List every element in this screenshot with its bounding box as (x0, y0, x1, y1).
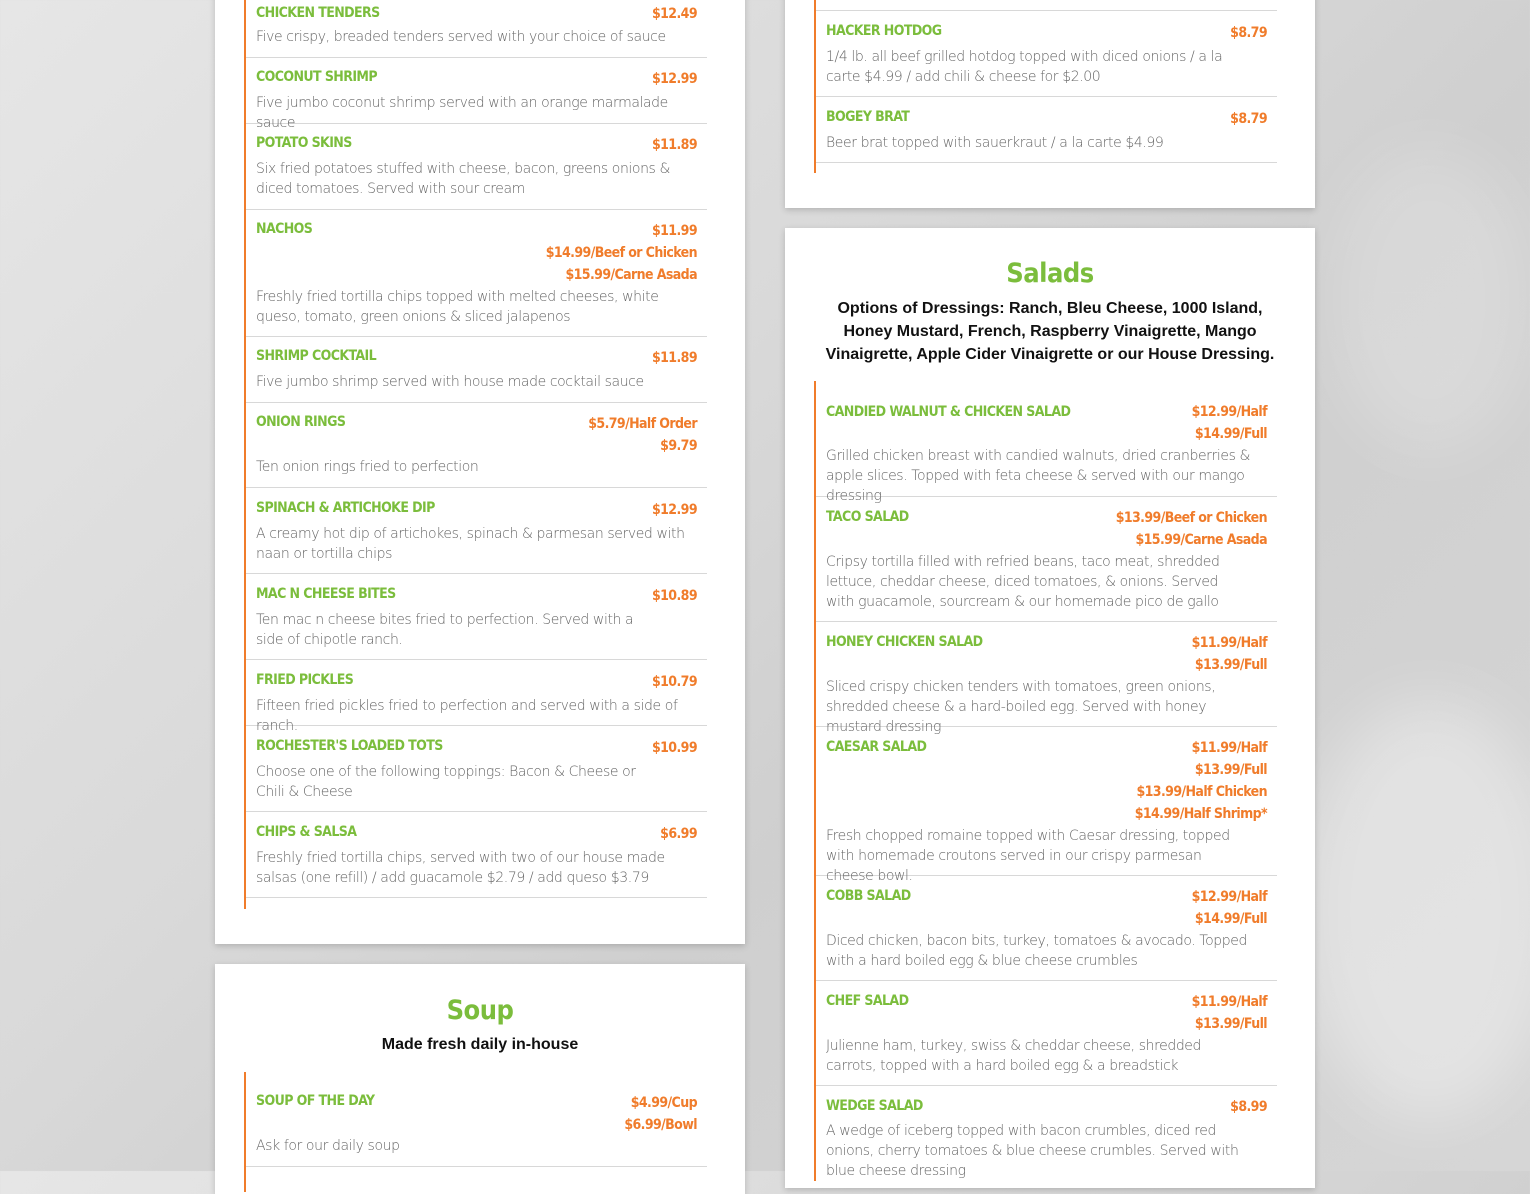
item-name: HACKER HOTDOG (826, 23, 942, 39)
soup-list (244, 1072, 707, 1192)
item-description: A creamy hot dip of artichokes, spinach & parmesan served with naan or tortilla chips (256, 526, 685, 562)
item-name: SPINACH & ARTICHOKE DIP (256, 500, 435, 516)
menu-item (816, 1086, 1277, 1186)
item-name: POTATO SKINS (256, 135, 352, 151)
item-price: $8.99 (1230, 1099, 1267, 1115)
appetizers-list (244, 0, 707, 909)
item-name: WEDGE SALAD (826, 1098, 923, 1114)
item-description: A wedge of iceberg topped with bacon crumbles, diced red onions, cherry tomatoes & blue cheese crumbles. Served with blue cheese dressing (826, 1123, 1239, 1179)
item-price: $10.79 (651, 674, 697, 690)
item-price: $11.89 (651, 137, 697, 153)
item-prices (652, 3, 697, 25)
item-prices (1192, 991, 1267, 1035)
item-price: $12.99 (651, 71, 697, 87)
item-price: $13.99/Beef or Chicken (1115, 510, 1267, 526)
item-name: FRIED PICKLES (256, 672, 354, 688)
menu-item (246, 726, 707, 812)
item-price: $6.99 (660, 826, 697, 842)
menu-item (246, 403, 707, 488)
menu-item (816, 876, 1277, 981)
item-description: Fresh chopped romaine topped with Caesar dressing, topped with homemade croutons served in our crispy parmesan cheese bowl. (826, 828, 1230, 884)
item-name: HONEY CHICKEN SALAD (826, 634, 983, 650)
item-prices (652, 134, 697, 156)
item-description: Freshly fried tortilla chips, served with two of our house made salsas (one refill) / add guacamole $2.79 / add queso $3.79 (256, 850, 665, 886)
menu-item (816, 97, 1277, 163)
item-description: Ten mac n cheese bites fried to perfection. Served with a side of chipotle ranch. (256, 612, 634, 648)
item-price: $10.99 (651, 740, 697, 756)
item-description: Freshly fried tortilla chips topped with melted cheeses, white queso, tomato, green onions & sliced jalapenos (256, 289, 659, 325)
item-price: $8.79 (1230, 25, 1267, 41)
item-price: $14.99/Full (1194, 426, 1267, 442)
hotdogs-list (814, 0, 1277, 173)
item-description: Cripsy tortilla filled with refried beans, taco meat, shredded lettuce, cheddar cheese, diced tomatoes, & onions. Served with guacamole, sourcream & our homemade pico de gallo (826, 554, 1220, 610)
item-prices (1230, 1096, 1267, 1118)
item-prices (1135, 737, 1267, 825)
item-description: Sliced crispy chicken tenders with tomatoes, green onions, shredded cheese & a hard-boiled egg. Served with honey mustard dressing (826, 679, 1216, 735)
item-price: $11.99/Half (1191, 994, 1267, 1010)
section-subtitle: Made fresh daily in-house (381, 1036, 579, 1053)
item-prices (652, 499, 697, 521)
hotdogs-card (785, 0, 1315, 208)
item-price: $14.99/Full (1194, 911, 1267, 927)
menu-item (246, 337, 707, 403)
item-prices (1116, 507, 1267, 551)
item-prices (652, 671, 697, 693)
item-prices (1192, 886, 1267, 930)
item-name: CANDIED WALNUT & CHICKEN SALAD (826, 404, 1071, 420)
item-price: $11.89 (651, 350, 697, 366)
item-price: $13.99/Half Chicken (1136, 784, 1267, 800)
menu-item (816, 11, 1277, 97)
item-description: 1/4 lb. all beef grilled hotdog topped with diced onions / a la carte $4.99 / add chili & cheese for $2.00 (826, 49, 1223, 85)
item-price: $13.99/Full (1194, 657, 1267, 673)
item-prices (588, 413, 697, 457)
item-name: COCONUT SHRIMP (256, 69, 377, 85)
item-description: Ten onion rings fried to perfection (256, 459, 479, 475)
item-prices (1230, 22, 1267, 44)
menu-item (246, 660, 707, 734)
item-name: CHIPS & SALSA (256, 824, 357, 840)
item-price: $6.99/Bowl (624, 1117, 697, 1133)
item-name: COBB SALAD (826, 888, 911, 904)
item-prices (660, 823, 697, 845)
item-price: $14.99/Beef or Chicken (545, 245, 697, 261)
item-price: $15.99/Carne Asada (1135, 532, 1267, 548)
item-prices (624, 1092, 697, 1136)
item-prices (1192, 401, 1267, 445)
menu-item (246, 574, 707, 660)
item-description: Six fried potatoes stuffed with cheese, bacon, greens onions & diced tomatoes. Served with sour cream (256, 161, 671, 197)
menu-item (816, 0, 1277, 11)
item-name: SOUP OF THE DAY (256, 1093, 375, 1109)
item-prices (1192, 632, 1267, 676)
item-price: $14.99/Half Shrimp* (1134, 806, 1267, 822)
background-glow (1330, 150, 1530, 450)
item-prices (652, 68, 697, 90)
item-price: $13.99/Full (1194, 762, 1267, 778)
item-price: $11.99/Half (1191, 635, 1267, 651)
menu-item (246, 210, 707, 337)
section-subtitle: Options of Dressings: Ranch, Bleu Cheese, 1000 Island, Honey Mustard, French, Raspberry Vinaigrette, Mango Vinaigrette, Apple Cider Vinaigrette or our House Dressing. (825, 300, 1275, 363)
item-name: CAESAR SALAD (826, 739, 927, 755)
item-name: ROCHESTER'S LOADED TOTS (256, 738, 443, 754)
item-prices (1230, 108, 1267, 130)
item-prices (652, 737, 697, 759)
menu-item (816, 727, 1277, 884)
item-price: $13.99/Full (1194, 1016, 1267, 1032)
item-name: ONION RINGS (256, 414, 346, 430)
item-price: $9.79 (660, 438, 697, 454)
menu-item (816, 497, 1277, 622)
item-prices (652, 347, 697, 369)
item-description: Diced chicken, bacon bits, turkey, tomatoes & avocado. Topped with a hard boiled egg & blue cheese crumbles (826, 933, 1247, 969)
item-price: $11.99/Half (1191, 740, 1267, 756)
item-price: $10.89 (651, 588, 697, 604)
menu-item (246, 488, 707, 574)
menu-item (816, 622, 1277, 735)
item-name: SHRIMP COCKTAIL (256, 348, 377, 364)
item-price: $8.79 (1230, 111, 1267, 127)
item-name: MAC N CHEESE BITES (256, 586, 396, 602)
item-price: $12.99/Half (1191, 404, 1267, 420)
item-price: $12.49 (651, 6, 697, 22)
item-description: Fifteen fried pickles fried to perfection and served with a side of ranch. (256, 698, 678, 734)
soup-card (215, 964, 745, 1194)
item-name: BOGEY BRAT (826, 109, 910, 125)
menu-item (246, 58, 707, 131)
appetizers-card (215, 0, 745, 944)
background-glow (1300, 700, 1530, 1120)
item-description: Beer brat topped with sauerkraut / a la carte $4.99 (826, 135, 1164, 151)
menu-item (246, 124, 707, 210)
item-name: CHEF SALAD (826, 993, 909, 1009)
item-name: CHICKEN TENDERS (256, 5, 380, 21)
item-description: Five crispy, breaded tenders served with your choice of sauce (256, 29, 666, 45)
item-description: Five jumbo shrimp served with house made cocktail sauce (256, 374, 644, 390)
item-description: Ask for our daily soup (256, 1138, 400, 1154)
item-description: Julienne ham, turkey, swiss & cheddar cheese, shredded carrots, topped with a hard boiled egg & a breadstick (826, 1038, 1202, 1074)
item-prices (546, 220, 697, 286)
item-name: NACHOS (256, 221, 313, 237)
item-price: $12.99/Half (1191, 889, 1267, 905)
menu-item (816, 981, 1277, 1086)
item-name: TACO SALAD (826, 509, 909, 525)
salads-card (785, 228, 1315, 1188)
menu-item (246, 812, 707, 898)
item-prices (652, 585, 697, 607)
salads-list (814, 381, 1277, 1181)
item-description: Grilled chicken breast with candied walnuts, dried cranberries & apple slices. Topped with feta cheese & served with our mango dressing (826, 448, 1251, 504)
section-title: Salads (1006, 258, 1094, 289)
item-price: $4.99/Cup (630, 1095, 697, 1111)
item-description: Choose one of the following toppings: Bacon & Cheese or Chili & Cheese (256, 764, 636, 800)
menu-item (246, 0, 707, 58)
item-price: $11.99 (651, 223, 697, 239)
section-title: Soup (446, 995, 514, 1026)
menu-item (816, 381, 1277, 504)
item-description: Five jumbo coconut shrimp served with an orange marmalade sauce (256, 95, 668, 131)
menu-item (246, 1072, 707, 1167)
item-price: $15.99/Carne Asada (565, 267, 697, 283)
item-price: $5.79/Half Order (588, 416, 697, 432)
item-price: $12.99 (651, 502, 697, 518)
